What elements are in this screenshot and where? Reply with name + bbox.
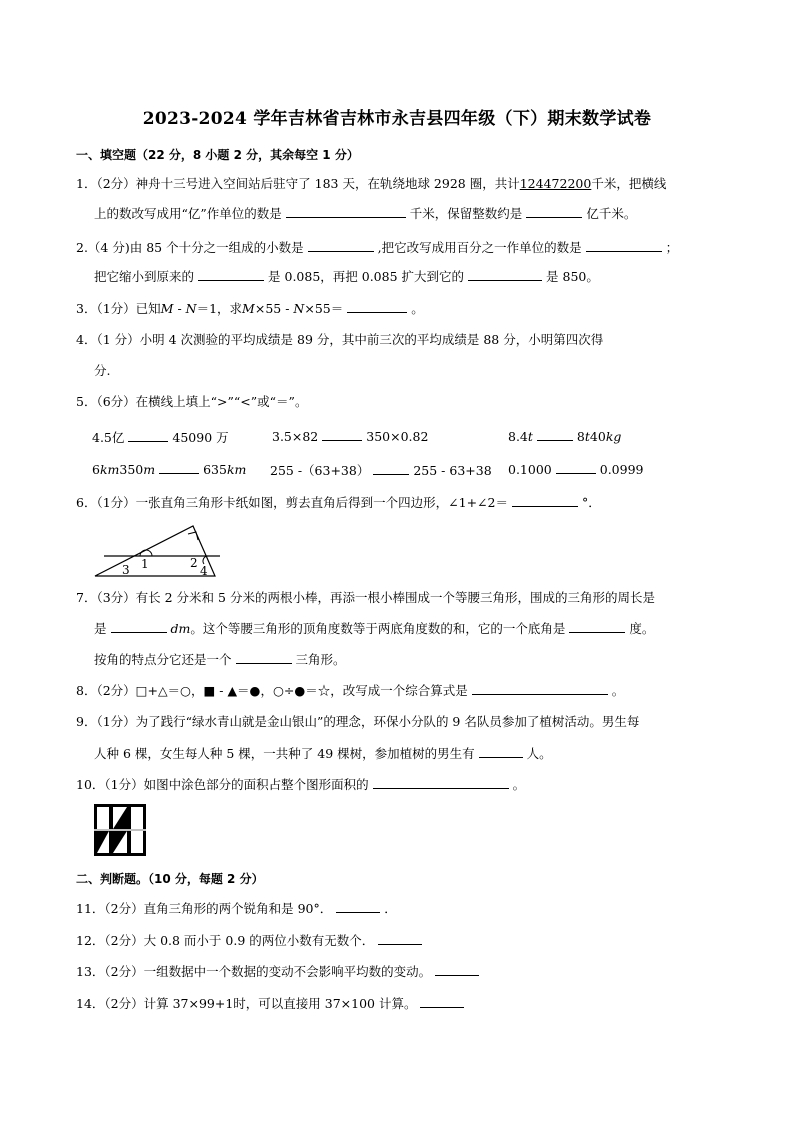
answer-blank[interactable] [512,494,578,507]
answer-blank[interactable] [111,620,167,633]
answer-blank[interactable] [472,682,608,695]
answer-blank[interactable] [479,745,523,758]
triangle-figure [92,520,226,582]
shaded-grid-figure [93,803,147,857]
question-7-line-2: 是 dm。这个等腰三角形的顶角度数等于两底角度数的和，它的一个底角是 度。 [94,621,655,636]
answer-blank[interactable] [526,205,582,218]
question-13: 13．（2分）一组数据中一个数据的变动不会影响平均数的变动。 [76,963,483,981]
answer-blank[interactable] [468,268,542,281]
question-9-line-2: 人种 6 棵，女生每人种 5 棵，一共种了 49 棵树，参加植树的男生有 人。 [94,746,552,761]
question-2-line-2: 把它缩小到原来的 是 0.085，再把 0.085 扩大到它的 是 850。 [94,269,599,284]
question-11: 11．（2分）直角三角形的两个锐角和是 90°． ． [76,901,397,916]
angle-label-1: 1 [141,557,149,571]
question-7-line-3: 按角的特点分它还是一个 三角形。 [94,652,346,667]
answer-blank[interactable] [322,428,362,441]
question-2-line-1: 2.（4 分)由 85 个十分之一组成的小数是 ,把它改写成用百分之一作单位的数是 ； [76,240,679,255]
question-3: 3．（1分）已知M - N＝1，求M×55 - N×55＝ 。 [76,301,424,316]
answer-blank[interactable] [347,300,407,313]
white-cell [131,807,143,829]
answer-blank[interactable] [586,239,662,252]
answer-blank[interactable] [537,428,573,441]
question-1-line-2: 上的数改写成用“亿”作单位的数是 千米，保留整数约是 亿千米。 [94,206,637,221]
white-cell [131,831,143,853]
section-judgement: 二、判断题。（10 分，每题 2 分） [76,872,264,886]
question-4-line-2: 分. [94,363,111,378]
answer-blank[interactable] [373,462,409,475]
question-4-line-1: 4．（1 分）小明 4 次测验的平均成绩是 89 分，其中前三次的平均成绩是 88 分，小明第四次得 [76,332,604,347]
question-8: 8．（2分）□+△＝○，■ - ▲＝●，○÷●＝☆，改写成一个综合算式是 。 [76,683,625,698]
question-9-line-1: 9．（1分）为了践行“绿水青山就是金山银山”的理念，环保小分队的 9 名队员参加了植树活动。男生每 [76,714,640,729]
underlined-number: 124472200 [519,176,592,191]
section-fill-in: 一、填空题（22 分，8 小题 2 分，其余每空 1 分） [76,148,359,162]
question-6: 6．（1分）一张直角三角形卡纸如图，剪去直角后得到一个四边形，∠1+∠2＝ °． [76,495,601,510]
page-title: 2023-2024 学年吉林省吉林市永吉县四年级（下）期末数学试卷 [142,109,652,129]
answer-blank[interactable] [435,963,479,976]
answer-blank[interactable] [286,205,406,218]
white-cell [97,807,109,829]
answer-blank[interactable] [556,461,596,474]
compare-item: 3.5×82 350×0.82 [272,429,429,444]
question-7-line-1: 7．（3分）有长 2 分米和 5 分米的两根小棒，再添一根小棒围成一个等腰三角形，围成的三角形的周长是 [76,590,655,605]
question-14: 14．（2分）计算 37×99+1时，可以直接用 37×100 计算。 [76,995,468,1013]
angle-label-2: 2 [190,556,198,570]
angle-label-3: 3 [122,563,130,577]
question-12: 12．（2分）大 0.8 而小于 0.9 的两位小数有无数个． [76,932,426,950]
answer-blank[interactable] [128,429,168,442]
answer-blank[interactable] [159,461,199,474]
compare-item: 4.5亿 45090 万 [92,430,229,445]
angle-1-arc [140,550,152,556]
answer-blank[interactable] [336,900,380,913]
question-5: 5．（6分）在横线上填上“>”“<”或“＝”。 [76,394,308,409]
answer-blank[interactable] [236,651,292,664]
answer-blank[interactable] [308,239,374,252]
compare-item: 0.1000 0.0999 [508,462,644,477]
angle-label-4: 4 [200,564,208,578]
compare-item: 255 -（63+38） 255 - 63+38 [270,463,492,478]
answer-blank[interactable] [378,932,422,945]
compare-item: 6km350m 635km [92,462,247,477]
compare-item: 8.4t 8t40kg [508,429,622,444]
answer-blank[interactable] [420,995,464,1008]
answer-blank[interactable] [569,620,625,633]
right-angle-mark [188,532,198,540]
question-10: 10．（1分）如图中涂色部分的面积占整个图形面积的 。 [76,777,526,792]
answer-blank[interactable] [373,776,509,789]
question-1-line-1: 1．（2分）神舟十三号进入空间站后驻守了 183 天，在轨绕地球 2928 圈，共计124472200千米，把横线 [76,176,667,191]
answer-blank[interactable] [198,268,264,281]
